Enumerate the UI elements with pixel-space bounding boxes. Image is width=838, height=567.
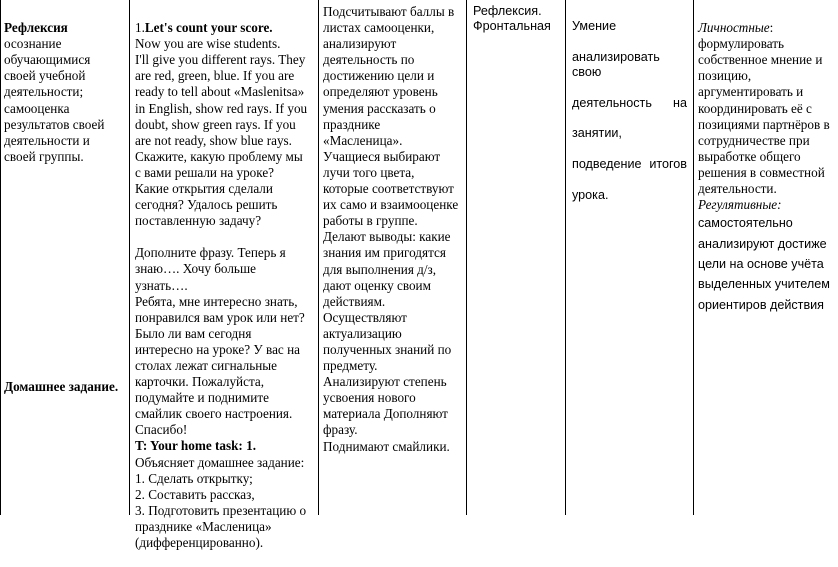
- skills-line-2: анализировать свою: [572, 49, 660, 80]
- homework-label: Домашнее задание.: [4, 379, 119, 394]
- personal-label: Личностные: [698, 20, 770, 36]
- skills-line-3b: на: [673, 95, 687, 110]
- step-heading: Let's count your score.: [144, 20, 273, 36]
- work-form-cell: Рефлексия. Фронтальная: [473, 4, 551, 34]
- skills-line-4: занятии,: [572, 126, 622, 141]
- skills-line-1: Умение: [572, 19, 617, 34]
- table-border-3: [466, 0, 467, 515]
- step-number: 1.: [135, 20, 145, 36]
- table-border-4: [565, 0, 566, 515]
- home-task-heading: T: Your home task: 1.: [135, 438, 257, 454]
- skills-line-5a: подведение: [572, 156, 642, 171]
- teacher-activity-cell: [135, 4, 317, 567]
- skills-line-5b: итогов: [649, 156, 687, 171]
- table-border-2: [318, 0, 319, 515]
- personal-outcomes: формулировать собственное мнение и позицию, аргументировать и координировать её с позициями партнёров в сотрудничестве при выработке общего решения в совместной деятельности.: [698, 36, 830, 197]
- regulative-outcomes: самостоятельно анализируют достиже цели на основе учёта выделенных учителем ориентиров действия: [698, 216, 830, 312]
- teacher-instructions: Now you are wise students. I'll give you different rays. They are red, green, blue. If you are ready to tell about «Maslenitsa» in English, show red rays. If you doubt, show green rays. If you are not ready, show blue rays. Скажите, какую проблему мы с вами решали на уроке? Какие открытия сделали сегодня? Удалось решить поставленную задачу?: [135, 36, 308, 229]
- student-activity-cell: Подсчитывают баллы в листах самооценки, анализируют деятельность по достижению цели и определяют уровень умения рассказать о празднике «Масленица». Учащиеся выбирают лучи того цвета, которые соответствуют их само и взаимооценке работы в группе. Делают выводы: какие знания им пригодятся для выполнения д/з, дают оценку своим действиям. Осуществляют актуализацию полученных знаний по предмету. Анализируют степень усвоения нового материала Дополняют фразу. Поднимают смайлики.: [323, 4, 459, 454]
- skills-line-6: урока.: [572, 187, 609, 202]
- outcomes-cell: [698, 4, 838, 331]
- table-border-left: [0, 0, 1, 515]
- skills-line-3a: деятельность: [572, 95, 652, 110]
- table-border-1: [129, 0, 130, 515]
- home-task-list: Объясняет домашнее задание: 1. Сделать открытку; 2. Составить рассказ, 3. Подготовить презентацию о празднике «Масленица» (дифференцированно).: [135, 454, 307, 550]
- stage-cell: [4, 4, 126, 181]
- stage-title: Рефлексия: [4, 20, 68, 36]
- teacher-questions: Дополните фразу. Теперь я знаю…. Хочу больше узнать…. Ребята, мне интересно знать, понравился вам урок или нет? Было ли вам сегодня интересно на уроке? У вас на столах лежат сигнальные карточки. Пожалуйста, подумайте и поднимите смайлик своего настроения. Спасибо!: [135, 245, 305, 438]
- regulative-label: Регулятивные:: [698, 197, 782, 213]
- skills-cell: [572, 4, 687, 218]
- stage-description: осознание обучающимися своей учебной деятельности; самооценка результатов своей деятельности и своей группы.: [4, 36, 105, 164]
- personal-colon: :: [769, 20, 774, 36]
- table-border-5: [693, 0, 694, 515]
